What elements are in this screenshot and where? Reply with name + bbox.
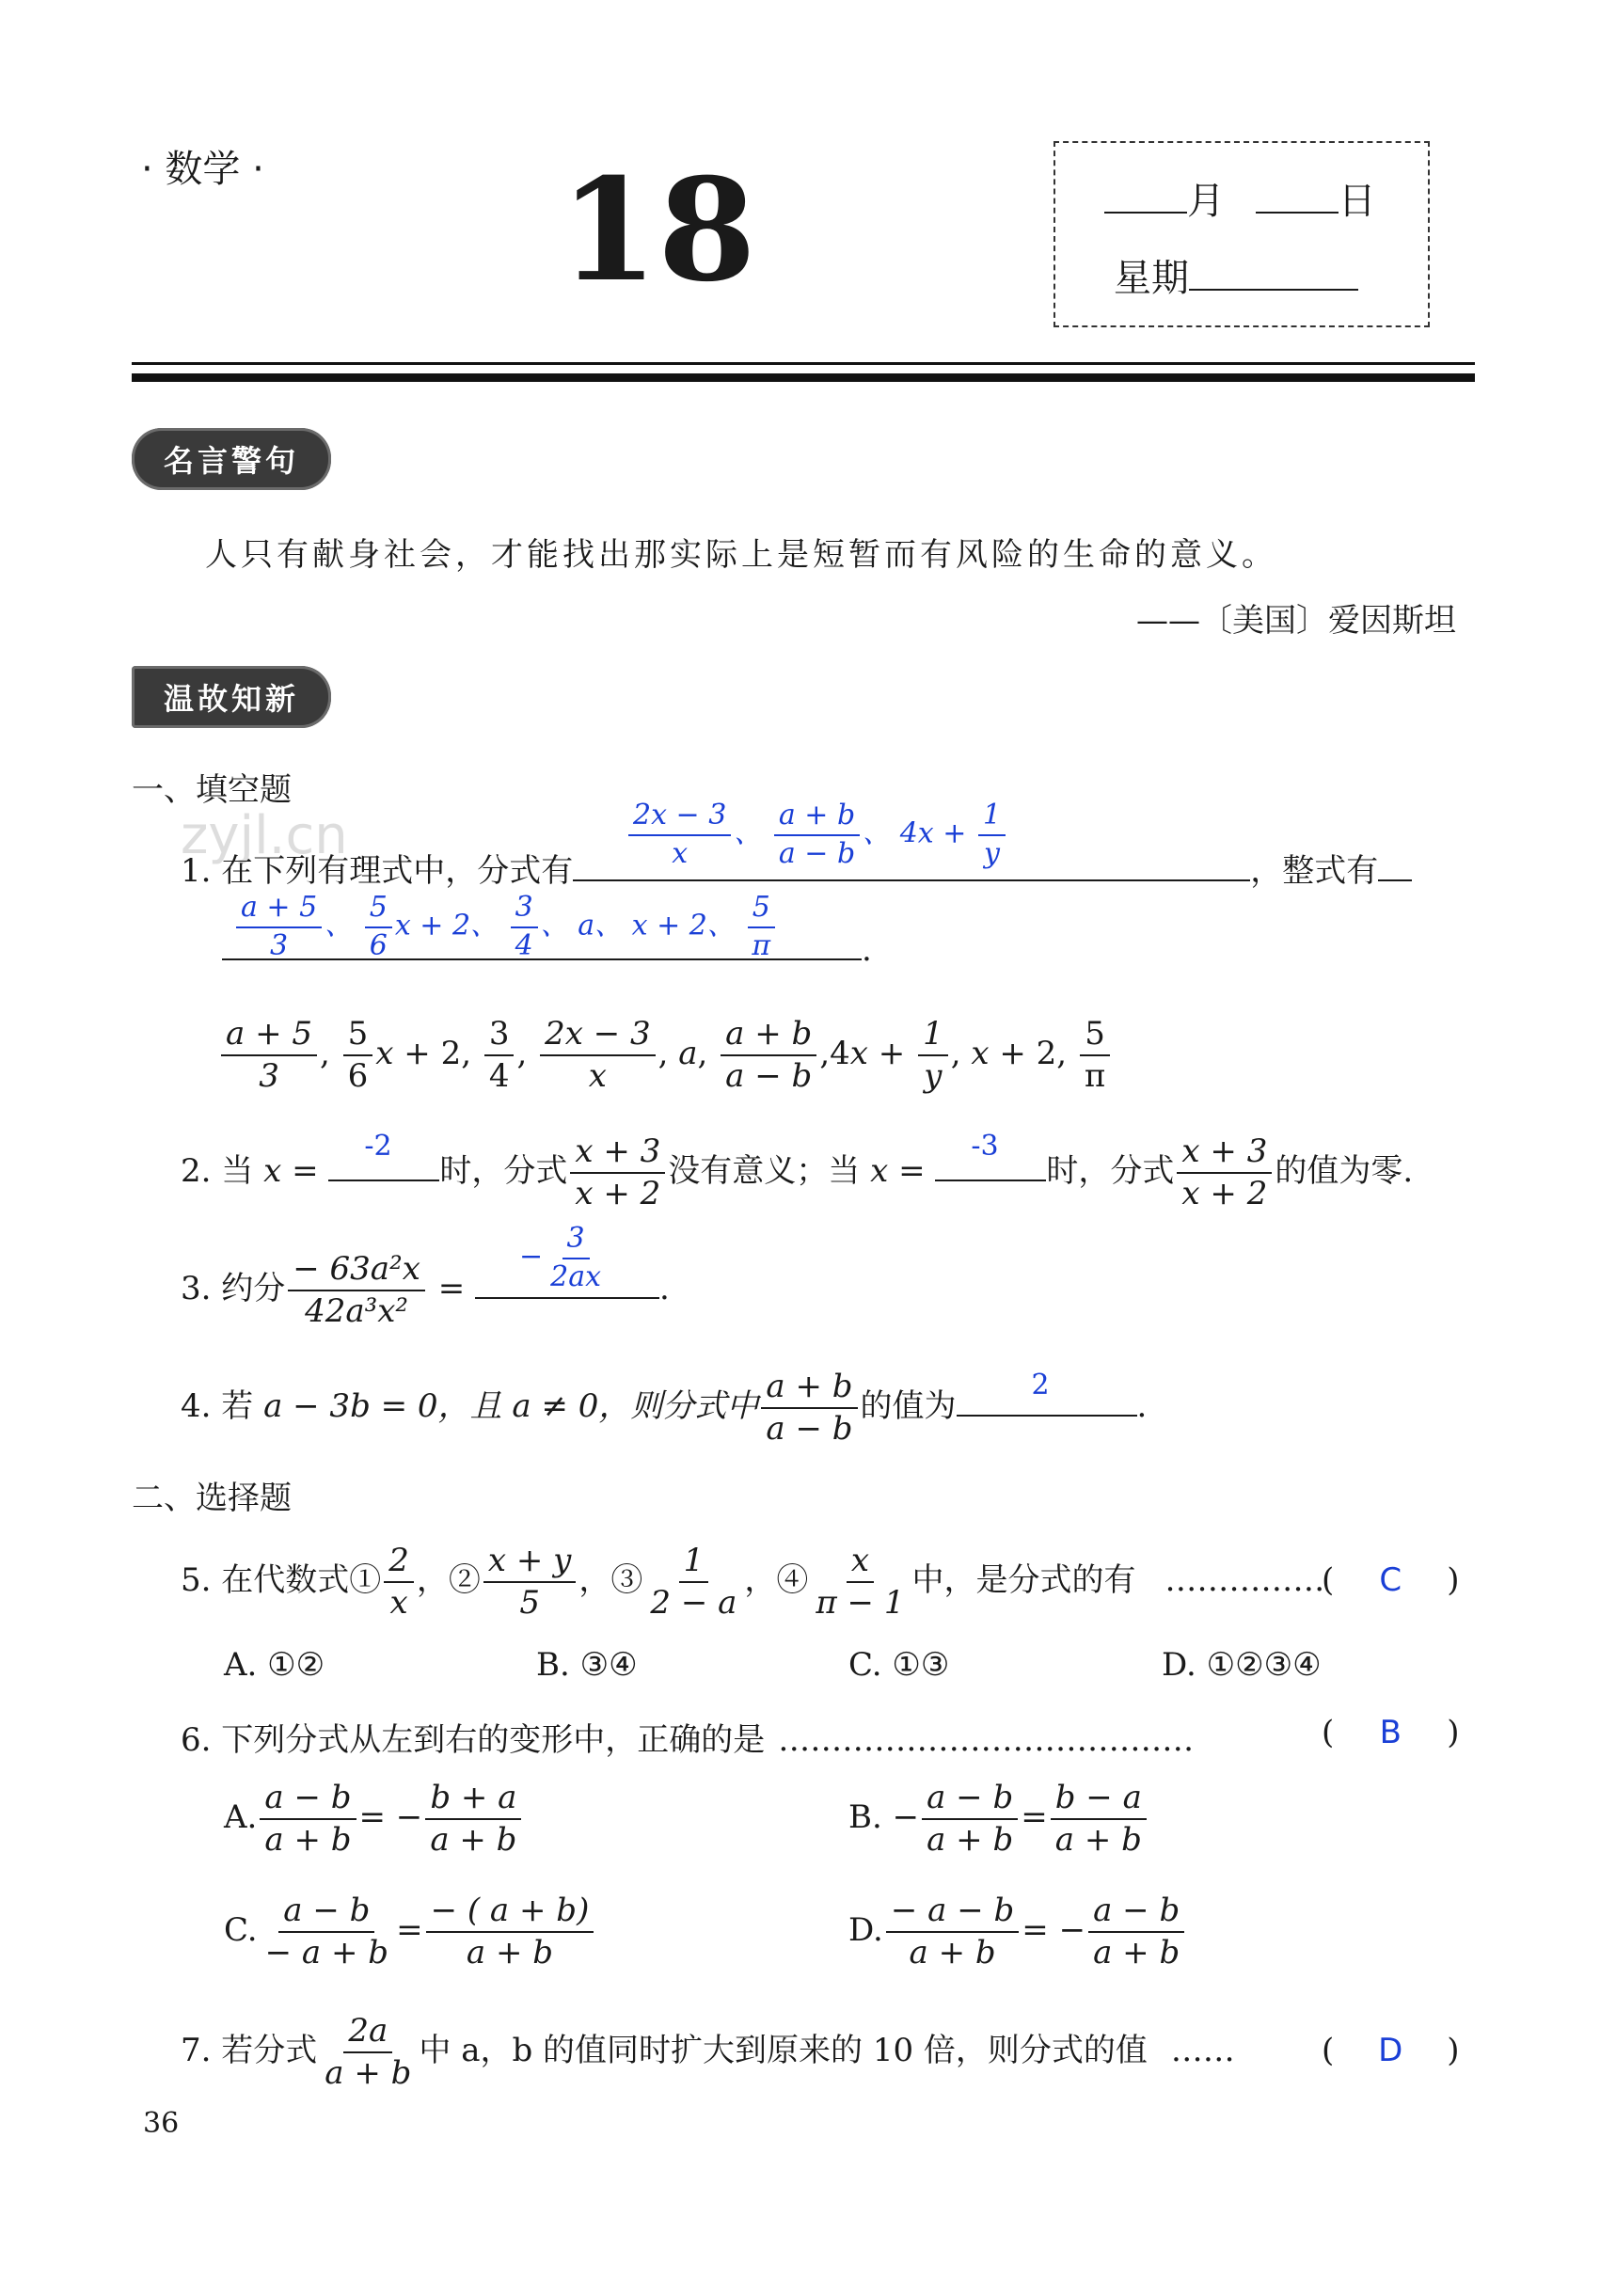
q1-line2: . — [222, 931, 872, 969]
q1-integer-blank[interactable] — [222, 958, 862, 960]
header-rule-thick — [132, 373, 1475, 382]
q3-row: 3. 约分 $\frac{\text{− 63a²x}}{\text{42a³x²}}$ = . — [181, 1250, 670, 1331]
weekday-blank[interactable] — [1189, 289, 1358, 291]
quote-badge: 名言警句 — [132, 428, 331, 490]
choice-section-title: 二、选择题 — [132, 1480, 292, 1517]
q1-answer-integer: $\frac{a + 5}{3}$ 、 $\frac{5}{6}$ x + 2、 $\frac{3}{4}$ 、 a、 x + 2、 $\frac{5}{\pi}$ — [233, 892, 778, 962]
q6-option-a[interactable]: A. $\frac{a - b}{a + b}$ = − $\frac{b + a}{a + b}$ — [224, 1780, 524, 1859]
review-badge: 温故知新 — [132, 666, 331, 728]
quote-author: ——〔美国〕爱因斯坦 — [1136, 602, 1456, 640]
q4-row: 4. 若 a − 3b = 0，且 a ≠ 0，则分式中 $\frac{a + b}{a - b}$ 的值为 2 . — [181, 1368, 1148, 1449]
q5-row: 5. 在代数式① $\frac{2}{x}$ ，② $\frac{x + y}{5}$ ，③ $\frac{1}{2 - a}$ ，④ $\frac{x}{\pi - 1}$ 中，是分式的有 …………… — [181, 1542, 1325, 1623]
q2-answer-1: -2 — [364, 1130, 392, 1164]
q2-row: 2. 当 x = -2 时，分式 $\frac{x + 3}{x + 2}$ 没有意义；当 x = -3 时，分式 $\frac{x + 3}{x + 2}$ 的值为零. — [181, 1130, 1414, 1213]
q2-blank-1[interactable] — [328, 1180, 439, 1181]
q1-prefix: 1. 在下列有理式中，分式有 — [181, 852, 574, 890]
q1-answer-fraction: $\frac{2x - 3}{x}$ 、 $\frac{a + b}{a - b}$ 、 4x + $\frac{1}{y}$ — [626, 800, 1008, 870]
q6-answer: B — [1379, 1714, 1402, 1751]
q6-option-b[interactable]: B. − $\frac{a - b}{a + b}$ = $\frac{b - a}{a + b}$ — [848, 1780, 1149, 1859]
lesson-number: 18 — [560, 148, 756, 313]
fill-section-title: 一、填空题 — [132, 771, 292, 809]
q4-blank[interactable] — [957, 1415, 1137, 1417]
q7-answer: D — [1378, 2032, 1403, 2069]
month-label: 月 — [1187, 180, 1225, 223]
q4-answer: 2 — [1031, 1369, 1050, 1402]
q2-answer-2: -3 — [971, 1130, 999, 1164]
q7-answer-slot[interactable]: ( D ) — [1322, 2032, 1460, 2069]
date-box — [1053, 141, 1430, 327]
q6-answer-slot[interactable]: ( B ) — [1322, 1714, 1460, 1751]
month-blank[interactable] — [1104, 212, 1187, 214]
q1-mid: ，整式有 — [1250, 852, 1379, 890]
q5-option-a[interactable]: A. ①② — [224, 1646, 325, 1684]
day-blank[interactable] — [1256, 212, 1339, 214]
q6-row: 6. 下列分式从左到右的变形中，正确的是 ………………………………… — [181, 1721, 1195, 1759]
q3-answer: − $\frac{3}{2ax}$ — [519, 1222, 602, 1293]
watermark: zyjl.cn — [181, 805, 348, 866]
q1-fraction-blank[interactable] — [573, 879, 1250, 881]
q5-option-d[interactable]: D. ①②③④ — [1162, 1646, 1322, 1684]
quote-text: 人只有献身社会，才能找出那实际上是短暂而有风险的生命的意义。 — [205, 536, 1277, 574]
day-label: 日 — [1338, 180, 1376, 223]
subject-label: · 数学 · — [141, 148, 264, 191]
q5-answer: C — [1379, 1561, 1402, 1599]
q5-answer-slot[interactable]: ( C ) — [1322, 1561, 1460, 1599]
q5-option-c[interactable]: C. ①③ — [848, 1646, 950, 1684]
weekday-label: 星期 — [1114, 257, 1189, 300]
q1-integer-blank-start[interactable] — [1378, 879, 1412, 881]
q7-row: 7. 若分式 $\frac{2a}{a + b}$ 中 a，b 的值同时扩大到原来的 10 倍，则分式的值 …… — [181, 2012, 1235, 2093]
header-rule-thin — [132, 362, 1475, 365]
q2-blank-2[interactable] — [935, 1180, 1046, 1181]
q6-option-d[interactable]: D. $\frac{- a - b}{a + b}$ = − $\frac{a - b}{a + b}$ — [848, 1892, 1187, 1971]
q1-expression-list: $\frac{a + 5}{3}$ , $\frac{5}{6}$ x + 2, $\frac{3}{4}$ , $\frac{2x - 3}{x}$ , a, $\frac{a + b}{a - b}$ ,4x + $\frac{1}{y}$ , x + 2, $\frac{5}{\pi}$ — [218, 1016, 1113, 1095]
q6-option-c[interactable]: C. $\frac{a - b}{- a + b}$ = $\frac{- ( a + b)}{a + b}$ — [224, 1892, 596, 1971]
page-number: 36 — [143, 2107, 180, 2140]
q5-option-b[interactable]: B. ③④ — [536, 1646, 638, 1684]
